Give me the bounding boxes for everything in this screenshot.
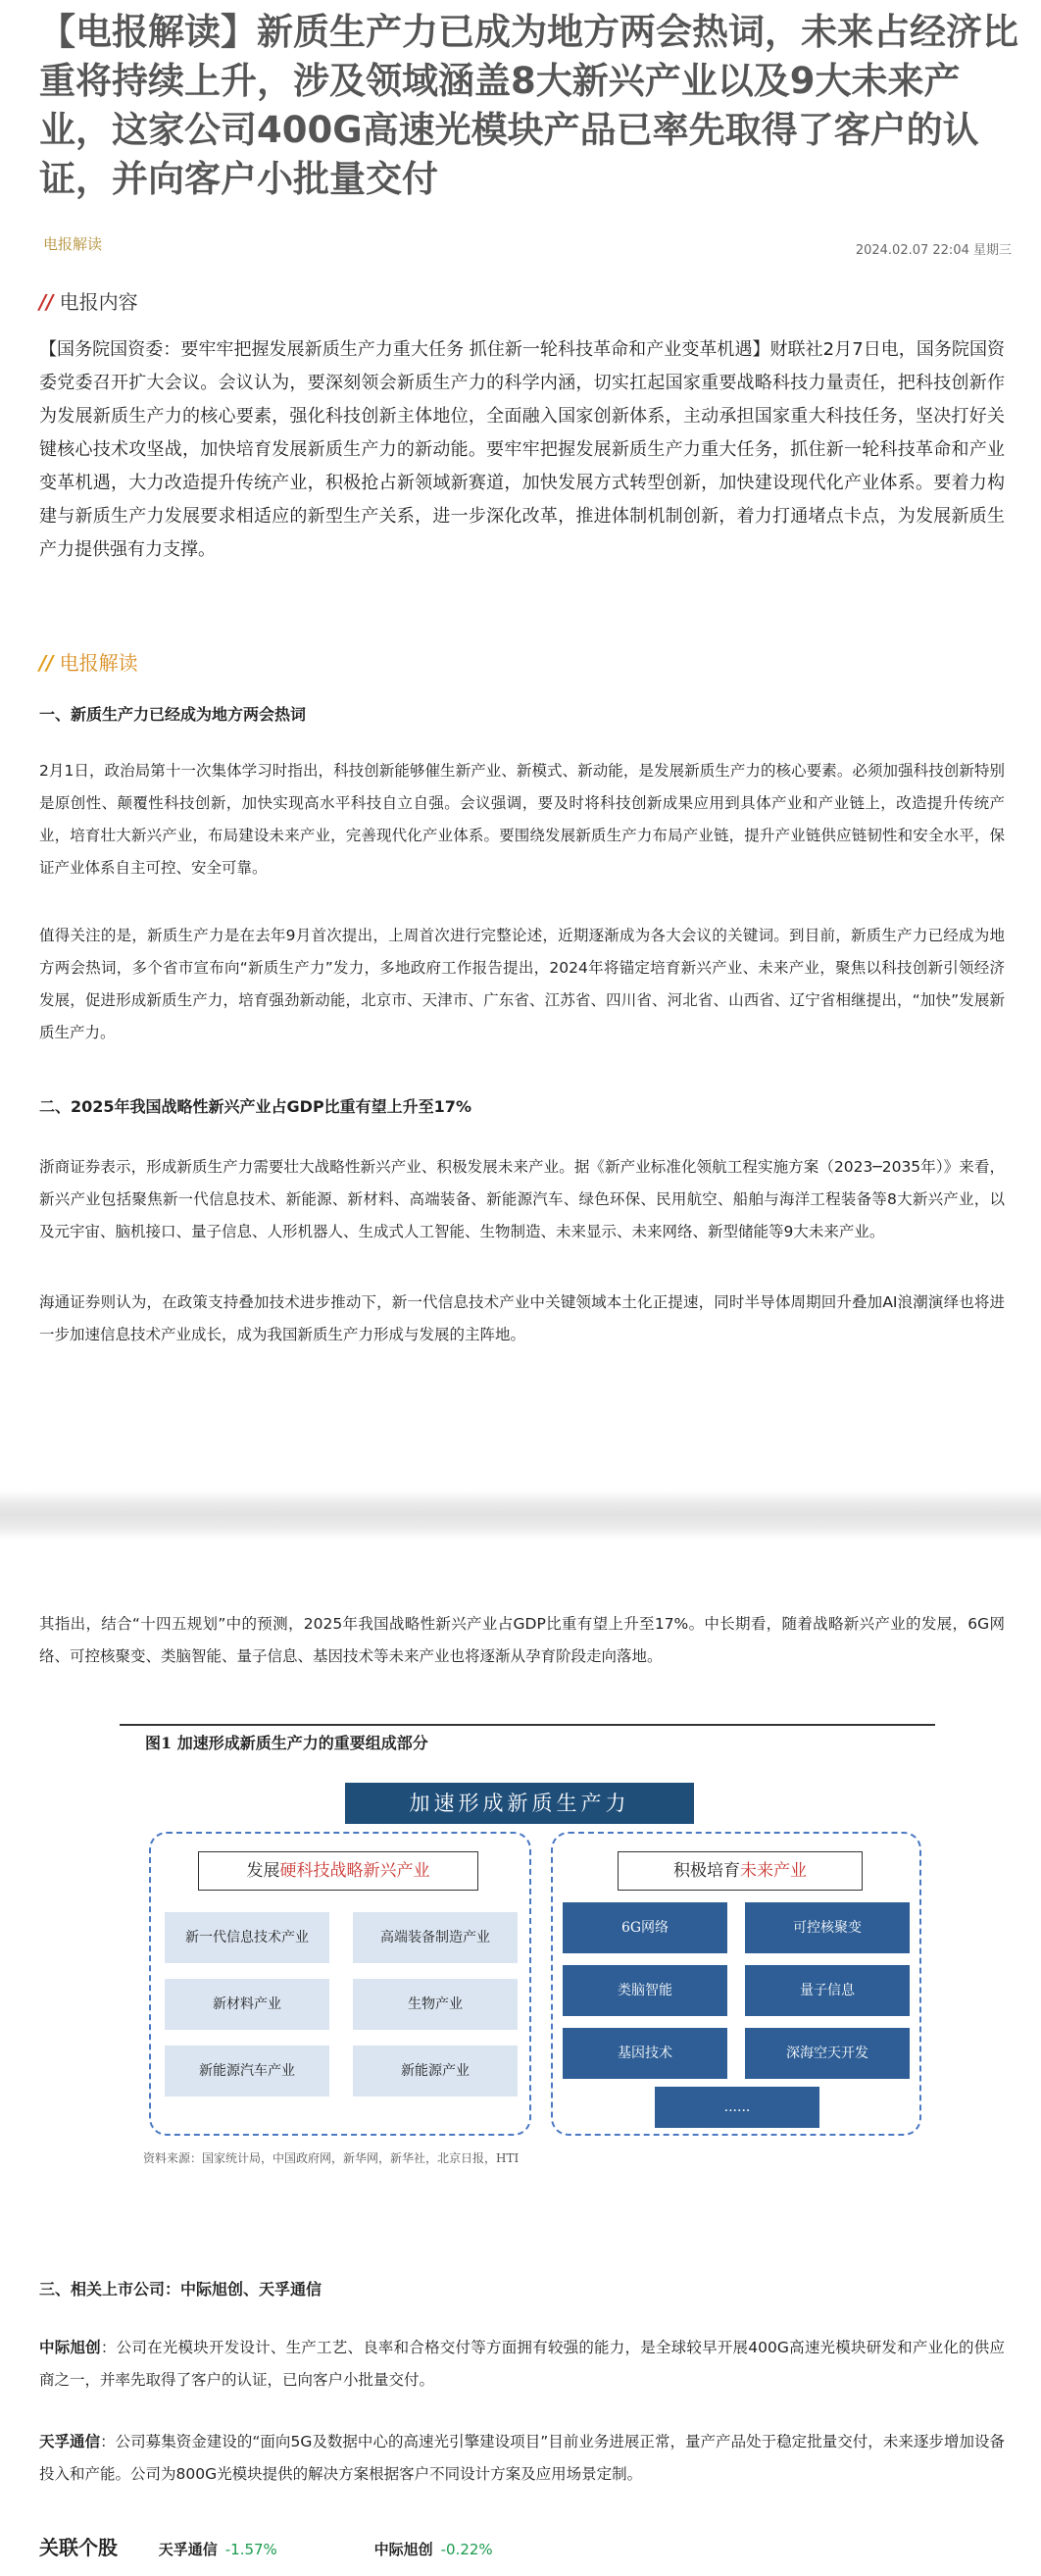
company-desc: ：公司在光模块开发设计、生产工艺、良率和合格交付等方面拥有较强的能力，是全球较早开展400G高速光模块研发和产业化的供应商之一，并率先取得了客户的认证，已向客户小批量交付。 — [39, 2339, 1005, 2389]
industry-box: 高端装备制造产业 — [353, 1912, 518, 1963]
stock-name: 中际旭创 — [373, 2541, 433, 2558]
slash-icon: // — [39, 651, 54, 675]
section-title: 电报内容 — [59, 290, 138, 314]
paragraph: 浙商证券表示，形成新质生产力需要壮大战略性新兴产业、积极发展未来产业。据《新产业标准化领航工程实施方案（2023─2035年）》来看，新兴产业包括聚焦新一代信息技术、新能源、新材料、高端装备、新能源汽车、绿色环保、民用航空、船舶与海洋工程装备等8大新兴产业，以及元宇宙、脑机接口、量子信息、人形机器人、生成式人工智能、生物制造、未来显示、未来网络、新型储能等9大未来产业。 — [39, 1158, 1005, 1240]
company-name[interactable]: 天孚通信 — [39, 2433, 101, 2450]
company-paragraph — [39, 2426, 1005, 2491]
stock-change: -0.22% — [440, 2541, 493, 2558]
article-headline: 【电报解读】新质生产力已成为地方两会热词，未来占经济比重将持续上升，涉及领域涵盖8大新兴产业以及9大未来产业，这家公司400G高速光模块产品已率先取得了客户的认证，并向客户小批量交付 — [39, 11, 1018, 200]
subheading-1: 一、新质生产力已经成为地方两会热词 — [39, 705, 307, 724]
paragraph: 2月1日，政治局第十一次集体学习时指出，科技创新能够催生新产业、新模式、新动能，是发展新质生产力的核心要素。必须加强科技创新特别是原创性、颠覆性科技创新，加快实现高水平科技自立自强。会议强调，要及时将科技创新成果应用到具体产业和产业链上，改造提升传统产业，培育壮大新兴产业，布局建设未来产业，完善现代化产业体系。要围绕发展新质生产力布局产业链，提升产业链供应链韧性和安全水平，保证产业体系自主可控、安全可靠。 — [39, 762, 1005, 877]
subheading-2: 二、2025年我国战略性新兴产业占GDP比重有望上升至17% — [39, 1097, 471, 1116]
industry-box: 新能源产业 — [353, 2046, 518, 2096]
telegraph-body: 【国务院国资委：要牢牢把握发展新质生产力重大任务 抓住新一轮科技革命和产业变革机遇】财联社2月7日电，国务院国资委党委召开扩大会议。会议认为，要深刻领会新质生产力的科学内涵，切实扛起国家重要战略科技力量责任，把科技创新作为发展新质生产力的核心要素，强化科技创新主体地位，全面融入国家创新体系，主动承担国家重大科技任务，坚决打好关键核心技术攻坚战，加快培育发展新质生产力的新动能。要牢牢把握发展新质生产力重大任务，抓住新一轮科技革命和产业变革机遇，大力改造提升传统产业，积极抢占新领域新赛道，加快发展方式转型创新，加快建设现代化产业体系。要着力构建与新质生产力发展要求相适应的新型生产关系，进一步深化改革，推进体制机制创新，着力打通堵点卡点，为发展新质生产力提供强有力支撑。 — [39, 339, 1005, 560]
section-heading-content — [39, 286, 138, 315]
future-group-title — [618, 1851, 863, 1891]
group-title-prefix: 发展 — [246, 1861, 280, 1881]
future-industry-box: ...... — [655, 2087, 819, 2128]
figure-banner: 加速形成新质生产力 — [345, 1783, 694, 1824]
emerging-group-title — [198, 1851, 478, 1891]
figure-source: 资料来源：国家统计局，中国政府网，新华网，新华社，北京日报，HTI — [143, 2151, 520, 2165]
category-tag[interactable]: 电报解读 — [43, 235, 103, 253]
paragraph: 值得关注的是，新质生产力是在去年9月首次提出，上周首次进行完整论述，近期逐渐成为各大会议的关键词。到目前，新质生产力已经成为地方两会热词，多个省市宣布向“新质生产力”发力，多地政府工作报告提出，2024年将锚定培育新兴产业、未来产业，聚焦以科技创新引领经济发展，促进形成新质生产力，培育强劲新动能，北京市、天津市、广东省、江苏省、四川省、河北省、山西省、辽宁省相继提出，“加快”发展新质生产力。 — [39, 927, 1005, 1041]
group-title-highlight: 未来产业 — [740, 1861, 807, 1881]
paragraph: 其指出，结合“十四五规划”中的预测，2025年我国战略性新兴产业占GDP比重有望上升至17%。中长期看，随着战略新兴产业的发展，6G网络、可控核聚变、类脑智能、量子信息、基因技术等未来产业也将逐渐从孕育阶段走向落地。 — [39, 1615, 1005, 1665]
future-industry-box: 6G网络 — [563, 1902, 727, 1953]
paragraph: 海通证券则认为，在政策支持叠加技术进步推动下，新一代信息技术产业中关键领域本土化正提速，同时半导体周期回升叠加AI浪潮演绎也将进一步加速信息技术产业成长，成为我国新质生产力形成与发展的主阵地。 — [39, 1293, 1005, 1343]
future-industry-box: 类脑智能 — [563, 1965, 727, 2016]
related-stocks-row — [39, 2532, 585, 2560]
publish-time: 2024.02.07 22:04 星期三 — [855, 243, 1012, 258]
page-separator — [0, 1490, 1041, 1540]
subheading-3: 三、相关上市公司：中际旭创、天孚通信 — [39, 2280, 322, 2298]
future-industry-box: 基因技术 — [563, 2028, 727, 2079]
industry-box: 生物产业 — [353, 1979, 518, 2030]
future-industry-box: 深海空天开发 — [745, 2028, 910, 2079]
slash-icon: // — [39, 290, 54, 314]
industry-box: 新能源汽车产业 — [165, 2046, 329, 2096]
group-title-prefix: 积极培育 — [673, 1861, 740, 1881]
industry-box: 新一代信息技术产业 — [165, 1912, 329, 1963]
company-paragraph — [39, 2332, 1005, 2397]
company-name[interactable]: 中际旭创 — [39, 2339, 101, 2356]
stock-name: 天孚通信 — [158, 2541, 218, 2558]
group-title-highlight: 硬科技战略新兴产业 — [279, 1861, 430, 1881]
figure-title: 图1 加速形成新质生产力的重要组成部分 — [145, 1734, 428, 1752]
industry-box: 新材料产业 — [165, 1979, 329, 2030]
section-heading-analysis — [39, 647, 138, 676]
company-desc: ：公司募集资金建设的“面向5G及数据中心的高速光引擎建设项目”目前业务进展正常，量产产品处于稳定批量交付，未来逐步增加设备投入和产能。公司为800G光模块提供的解决方案根据客户不同设计方案及应用场景定制。 — [39, 2433, 1005, 2483]
stock-change: -1.57% — [224, 2541, 277, 2558]
stock-chip[interactable] — [159, 2541, 282, 2558]
future-industry-box: 可控核聚变 — [745, 1902, 910, 1953]
related-stocks-label: 关联个股 — [39, 2536, 118, 2559]
section-title: 电报解读 — [59, 651, 138, 675]
stock-chip[interactable] — [374, 2541, 493, 2558]
future-industry-box: 量子信息 — [745, 1965, 910, 2016]
